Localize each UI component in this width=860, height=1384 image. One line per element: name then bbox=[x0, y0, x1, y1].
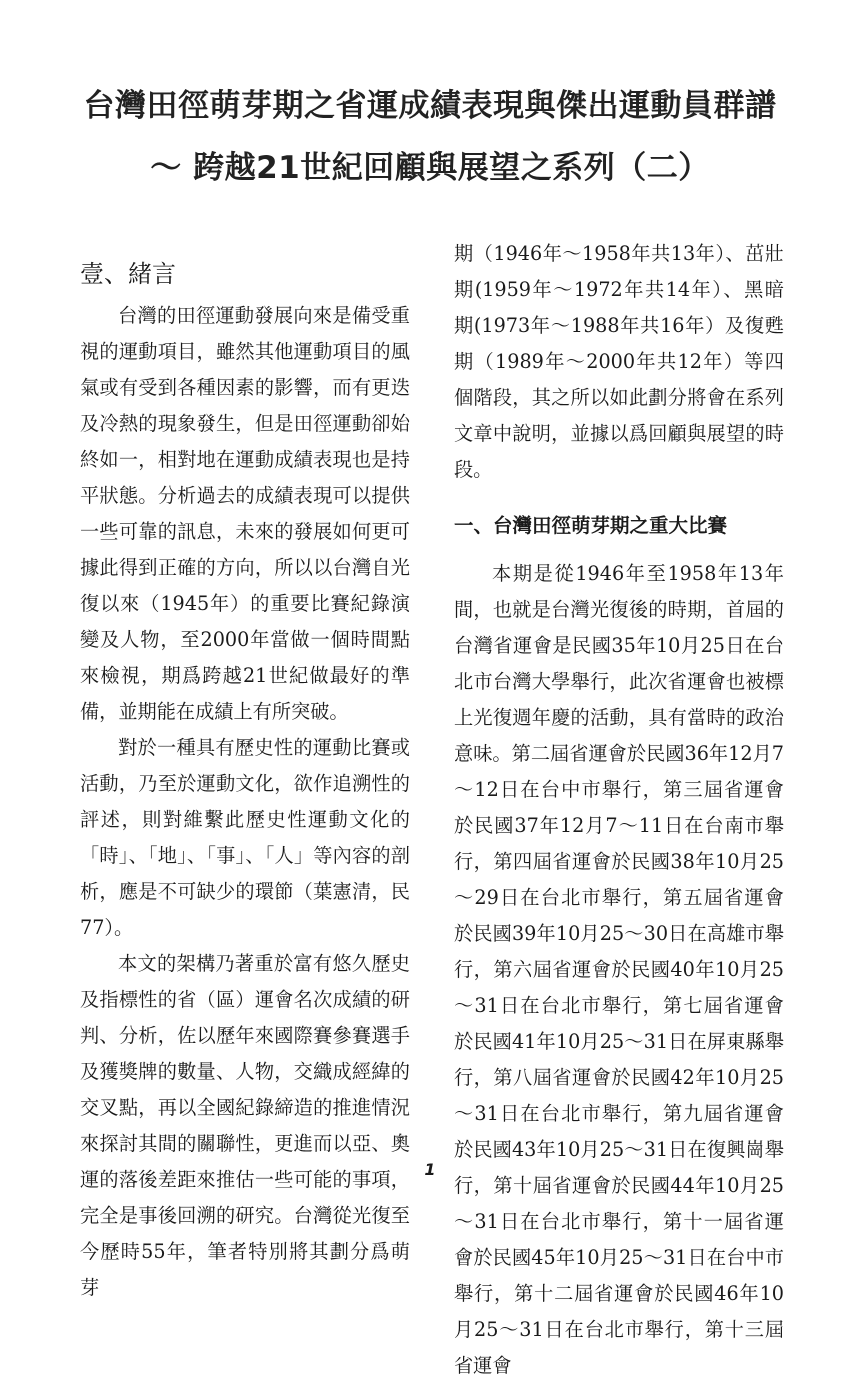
right-column bbox=[454, 236, 784, 1384]
section-heading-introduction: 壹、緒言 bbox=[80, 260, 176, 288]
competitions-paragraph: 本期是從1946年至1958年13年間，也就是台灣光復後的時期，首屆的台灣省運會是民國35年10月25日在台北市台灣大學舉行，此次省運會也被標上光復週年慶的活動，具有當時的政治意味。第二屆省運會於民國36年12月7～12日在台中市舉行，第三屆省運會於民國37年12月7～11日在台南市舉行，第四屆省運會於民國38年10月25～29日在台北市舉行，第五屆省運會於民國39年10月25～30日在高雄市舉行，第六屆省運會於民國40年10月25～31日在台北市舉行，第七屆省運會於民國41年10月25～31日在屏東縣舉行，第八屆省運會於民國42年10月25～31日在台北市舉行，第九屆省運會於民國43年10月25～31日在復興崗舉行，第十屆省運會於民國44年10月25～31日在台北市舉行，第十一屆省運會於民國45年10月25～31日在台中市舉行，第十二屆省運會於民國46年10月25～31日在台北市舉行，第十三屆省運會 bbox=[454, 562, 784, 1377]
intro-paragraph-1: 台灣的田徑運動發展向來是備受重視的運動項目，雖然其他運動項目的風氣或有受到各種因素的影響，而有更迭及冷熱的現象發生，但是田徑運動卻始終如一，相對地在運動成績表現也是持平狀態。分析過去的成績表現可以提供一些可靠的訊息，未來的發展如何更可據此得到正確的方向，所以以台灣自光復以來（1945年）的重要比賽紀錄演變及人物，至2000年當做一個時間點來檢視，期爲跨越21世紀做最好的準備，並期能在成績上有所突破。 bbox=[80, 304, 410, 723]
intro-paragraph-3-continuation: 期（1946年～1958年共13年）、茁壯期(1959年～1972年共14年）、黑暗期(1973年～1988年共16年）及復甦期（1989年～2000年共12年）等四個階段，其之所以如此劃分將會在系列文章中說明，並據以爲回顧與展望的時段。 bbox=[454, 242, 784, 481]
intro-paragraph-2: 對於一種具有歷史性的運動比賽或活動，乃至於運動文化，欲作追溯性的評述，則對維繫此歷史性運動文化的「時」、「地」、「事」、「人」等內容的剖析，應是不可缺少的環節（葉憲清，民77）。 bbox=[80, 736, 410, 939]
subsection-heading-major-competitions: 一、台灣田徑萌芽期之重大比賽 bbox=[454, 514, 728, 537]
article-subtitle: ～ 跨越21世紀回顧與展望之系列（二） bbox=[150, 150, 710, 186]
intro-paragraph-3: 本文的架構乃著重於富有悠久歷史及指標性的省（區）運會名次成績的研判、分析，佐以歷年來國際賽參賽選手及獲獎牌的數量、人物，交織成經緯的交叉點，再以全國紀錄締造的推進情況來探討其間的關聯性，更進而以亞、奧運的落後差距來推估一些可能的事項，完全是事後回溯的研究。台灣從光復至今歷時55年，筆者特別將其劃分爲萌芽 bbox=[80, 952, 410, 1299]
left-column bbox=[80, 236, 410, 1306]
page-number: 1 bbox=[424, 1160, 436, 1179]
article-title: 台灣田徑萌芽期之省運成績表現與傑出運動員群譜 bbox=[83, 88, 777, 124]
